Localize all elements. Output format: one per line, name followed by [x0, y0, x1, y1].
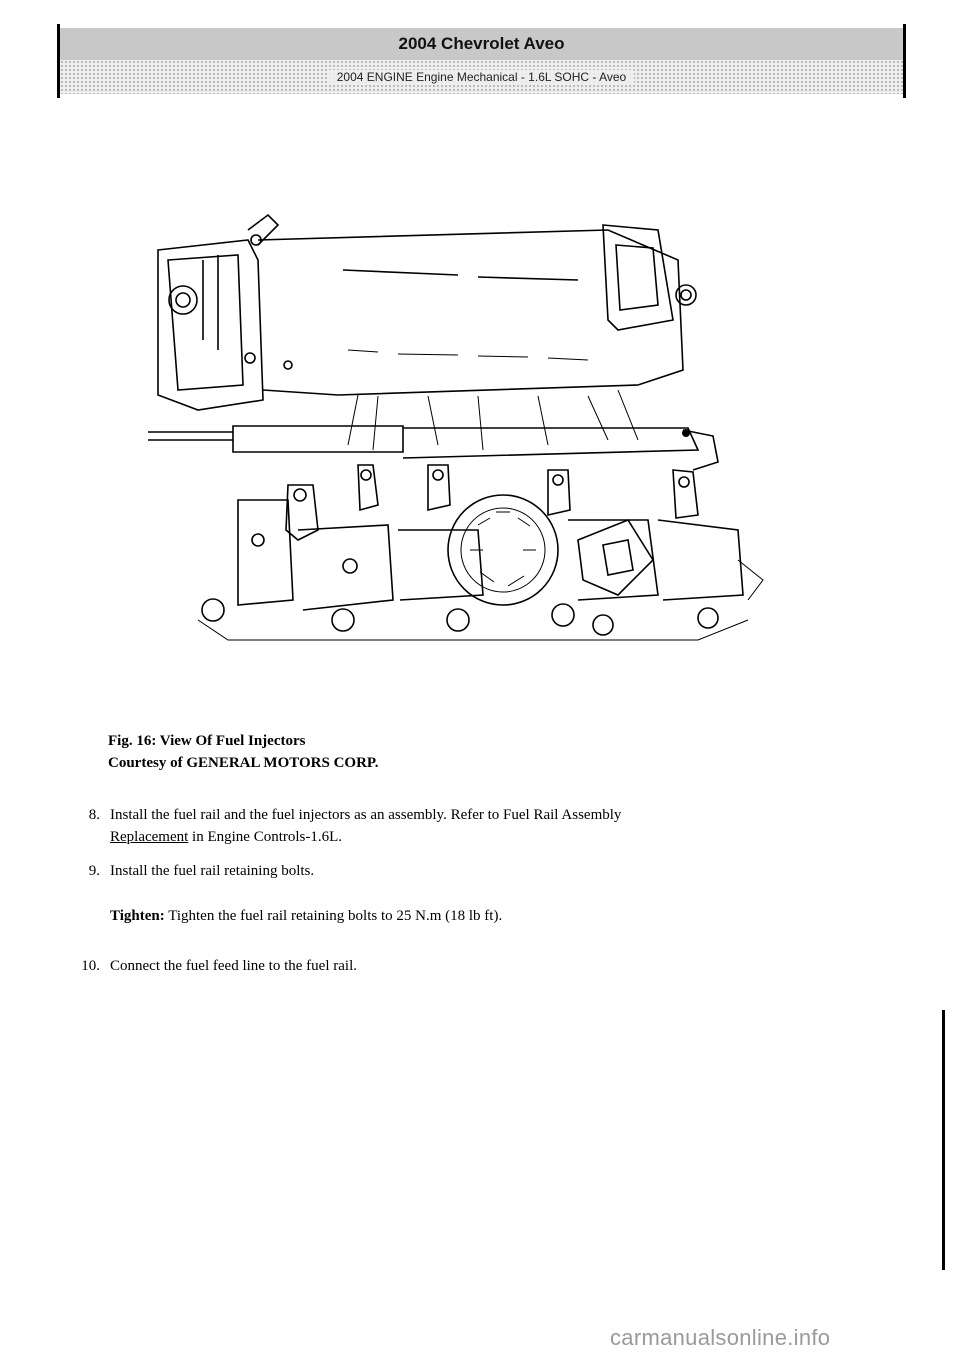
tighten-text: Tighten the fuel rail retaining bolts to 25 N.m (18 lb ft).	[164, 908, 503, 924]
page-frame-right	[903, 24, 906, 98]
header-subtitle-bar	[60, 60, 903, 94]
step-text: Connect the fuel feed line to the fuel rail.	[110, 958, 357, 974]
step-10	[60, 955, 900, 977]
step-8	[60, 804, 900, 850]
figure-caption-title: Fig. 16: View Of Fuel Injectors	[108, 733, 306, 749]
header-title: 2004 Chevrolet Aveo	[60, 28, 903, 60]
step-9	[60, 860, 900, 882]
header-subtitle: 2004 ENGINE Engine Mechanical - 1.6L SOHC - Aveo	[329, 70, 634, 84]
page-frame-bottom-right	[942, 1010, 945, 1270]
step-text-after: in Engine Controls-1.6L.	[188, 829, 343, 845]
tighten-label: Tighten:	[110, 908, 165, 924]
fuel-rail-replacement-link[interactable]: Replacement	[110, 829, 189, 845]
document-header	[60, 28, 903, 96]
step-number: 10.	[81, 958, 100, 974]
figure-caption	[108, 730, 378, 774]
step-number: 8.	[88, 807, 100, 823]
step-text	[110, 804, 900, 848]
step-text-before: Install the fuel rail and the fuel injectors as an assembly. Refer to Fuel Rail Assembly	[110, 807, 622, 823]
step-number: 9.	[88, 863, 100, 879]
tighten-note	[110, 905, 502, 927]
fuel-injector-illustration	[138, 200, 768, 660]
figure-caption-credit: Courtesy of GENERAL MOTORS CORP.	[108, 755, 379, 771]
step-text: Install the fuel rail retaining bolts.	[110, 863, 315, 879]
watermark-text: carmanualsonline.info	[610, 1325, 831, 1350]
